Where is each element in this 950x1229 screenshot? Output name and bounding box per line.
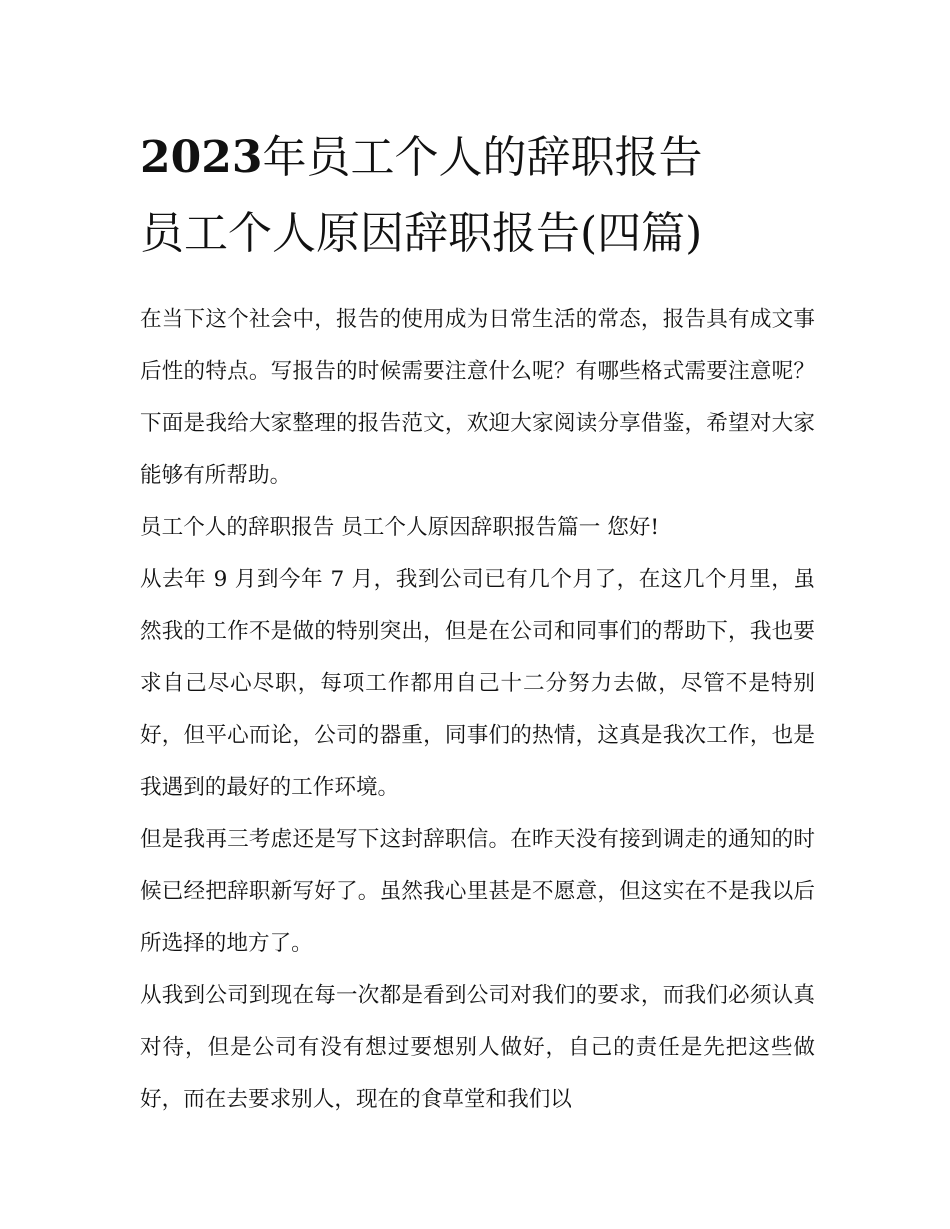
title-line2-text: 员工个人原因辞职报告(四篇) <box>140 208 703 259</box>
title-year: 2023 <box>140 132 263 183</box>
document-content <box>140 120 815 1126</box>
paragraph-company-requirements: 从我到公司到现在每一次都是看到公司对我们的要求，而我们必须认真对待，但是公司有没有想过要想别人做好，自己的责任是先把这些做好，而在去要求别人，现在的食草堂和我们以 <box>140 983 815 1112</box>
paragraph-intro: 在当下这个社会中，报告的使用成为日常生活的常态，报告具有成文事后性的特点。写报告的时候需要注意什么呢？有哪些格式需要注意呢？下面是我给大家整理的报告范文，欢迎大家阅读分享借鉴，希望对大家能够有所帮助。 <box>140 307 815 488</box>
paragraph-decision: 但是我再三考虑还是写下这封辞职信。在昨天没有接到调走的通知的时候已经把辞职新写好了。虽然我心里甚是不愿意，但这实在不是我以后所选择的地方了。 <box>140 827 815 956</box>
paragraph-heading-greeting: 员工个人的辞职报告 员工个人原因辞职报告篇一 您好! <box>140 515 660 540</box>
paragraph-work-history: 从去年 9 月到今年 7 月，我到公司已有几个月了，在这几个月里，虽然我的工作不是做的特别突出，但是在公司和同事们的帮助下，我也要求自己尽心尽职，每项工作都用自己十二分努力去做，尽管不是特别好，但平心而论，公司的器重，同事们的热情，这真是我次工作，也是我遇到的最好的工作环境。 <box>140 567 815 800</box>
title-line1-text: 年员工个人的辞职报告 <box>262 132 703 183</box>
document-body <box>140 294 815 1126</box>
document-title <box>140 120 815 272</box>
